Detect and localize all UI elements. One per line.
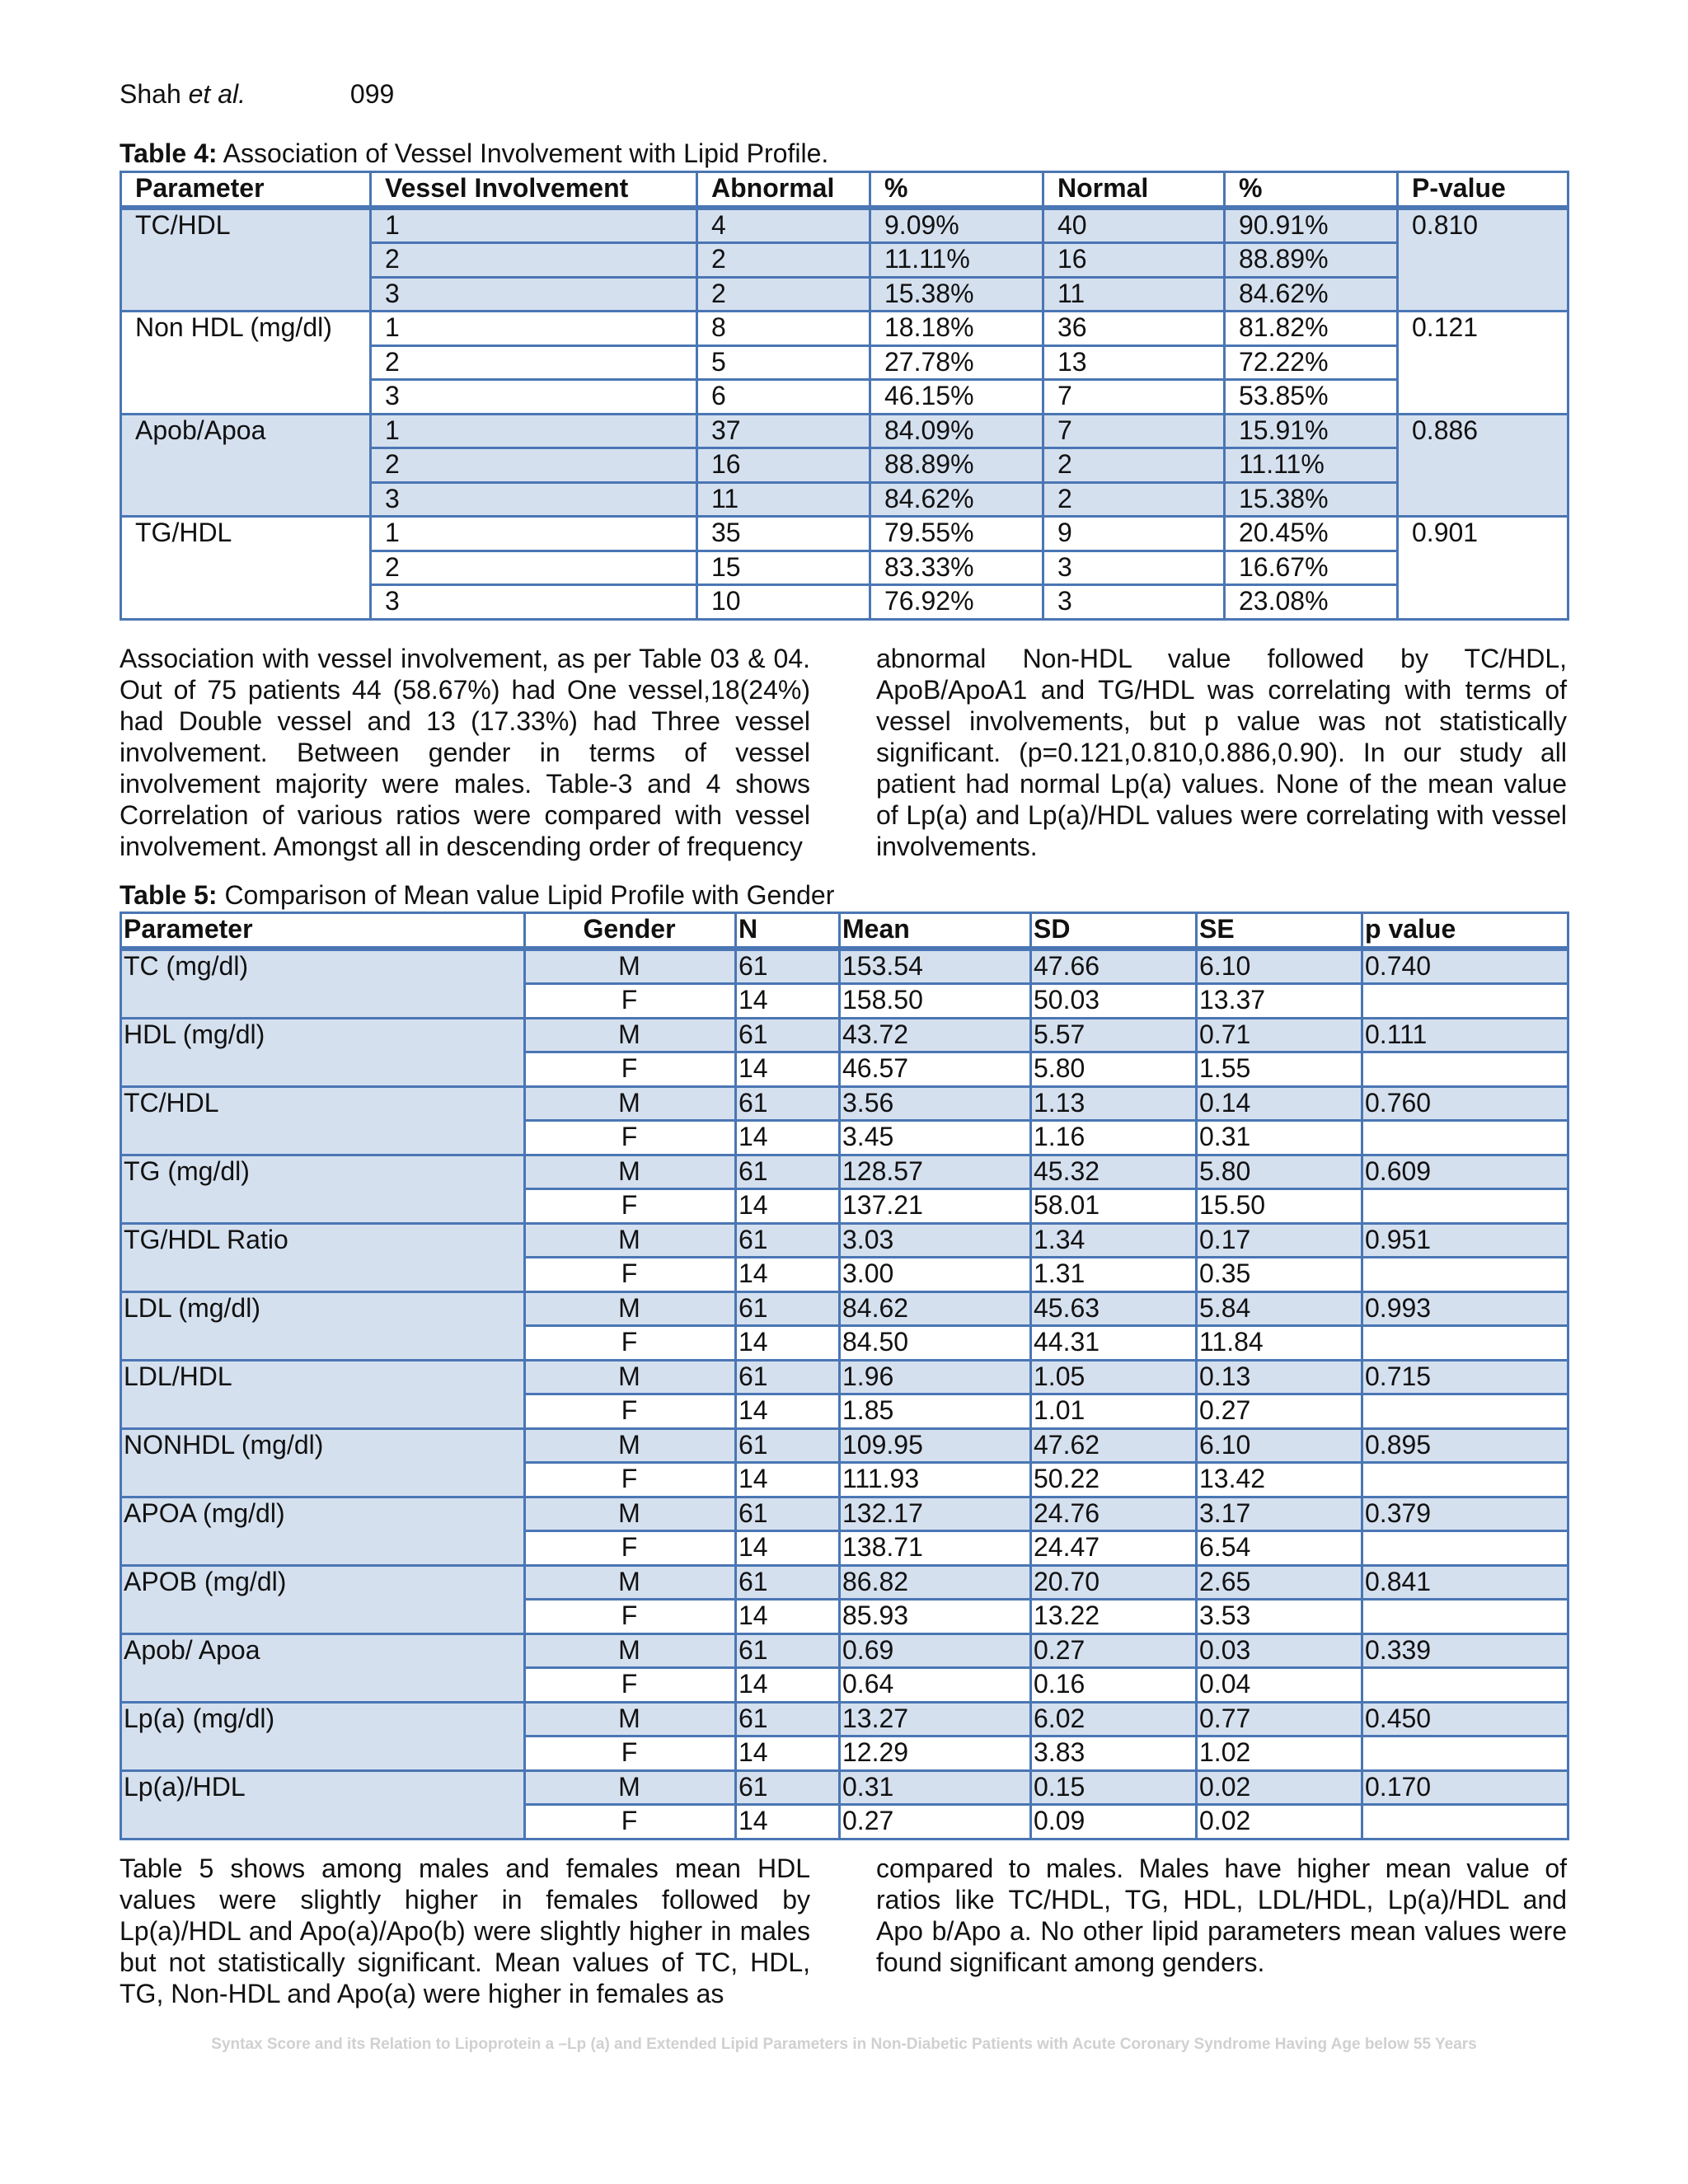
table5-cell: 61 xyxy=(736,1428,840,1463)
table5-row xyxy=(121,1018,1568,1052)
table5-cell: F xyxy=(525,1531,736,1566)
table5-cell: 0.71 xyxy=(1197,1018,1362,1052)
table4-cell: 15.38% xyxy=(870,277,1043,312)
table5-pvalue-cell: 0.841 xyxy=(1362,1565,1568,1600)
table4-cell: 88.89% xyxy=(1225,243,1398,278)
table5-cell: 0.17 xyxy=(1197,1223,1362,1258)
table4-pvalue-cell: 0.121 xyxy=(1398,312,1568,415)
table5-cell: 14 xyxy=(736,984,840,1019)
table5-cell: M xyxy=(525,1770,736,1805)
table4-cell: 4 xyxy=(697,208,870,243)
table5-pvalue-cell: 0.715 xyxy=(1362,1360,1568,1394)
table5-cell: 0.27 xyxy=(1197,1394,1362,1429)
table5-cell: M xyxy=(525,949,736,984)
table5-cell: 137.21 xyxy=(840,1189,1031,1224)
table5-cell: 14 xyxy=(736,1326,840,1361)
table4-pvalue-cell: 0.810 xyxy=(1398,208,1568,312)
table4-cell: 15.38% xyxy=(1225,482,1398,517)
table4-cell: 2 xyxy=(697,243,870,278)
table4-parameter-cell: TG/HDL xyxy=(121,517,371,620)
table4-cell: 2 xyxy=(371,345,697,380)
table4-cell: 81.82% xyxy=(1225,312,1398,346)
table4-cell: 84.62% xyxy=(1225,277,1398,312)
table4-cell: 15 xyxy=(697,551,870,585)
table5-cell: M xyxy=(525,1291,736,1326)
table5-pvalue-cell: 0.111 xyxy=(1362,1018,1568,1052)
table4-cell: 2 xyxy=(371,551,697,585)
table5-header-row xyxy=(121,913,1568,949)
table5-pvalue-cell xyxy=(1362,984,1568,1019)
table5-cell: 0.04 xyxy=(1197,1668,1362,1703)
table4-cell: 35 xyxy=(697,517,870,551)
table5-cell: 14 xyxy=(736,1531,840,1566)
table5-cell: 43.72 xyxy=(840,1018,1031,1052)
table5-cell: 61 xyxy=(736,1565,840,1600)
table5-cell: 61 xyxy=(736,1360,840,1394)
table4-cell: 3 xyxy=(1043,585,1225,620)
table5-cell: 14 xyxy=(736,1668,840,1703)
table5-cell: 109.95 xyxy=(840,1428,1031,1463)
table5-cell: 5.84 xyxy=(1197,1291,1362,1326)
table4-row xyxy=(121,312,1568,346)
table4-caption-text: Association of Vessel Involvement with Lipid Profile. xyxy=(223,138,829,168)
table5-cell: 0.31 xyxy=(1197,1121,1362,1155)
page-number: 099 xyxy=(349,79,395,109)
table5-cell: F xyxy=(525,1736,736,1771)
table5-parameter-cell: Lp(a)/HDL xyxy=(121,1770,525,1839)
table5-row xyxy=(121,1428,1568,1463)
table4-cell: 2 xyxy=(371,243,697,278)
table4-cell: 10 xyxy=(697,585,870,620)
table4-row xyxy=(121,208,1568,243)
table4-cell: 3 xyxy=(371,380,697,415)
table5-cell: M xyxy=(525,1018,736,1052)
table4-cell: 6 xyxy=(697,380,870,415)
table5-pvalue-cell xyxy=(1362,1394,1568,1429)
table5-cell: 61 xyxy=(736,1291,840,1326)
table5-parameter-cell: TG/HDL Ratio xyxy=(121,1223,525,1291)
table5-cell: 0.15 xyxy=(1031,1770,1197,1805)
table4-cell: 7 xyxy=(1043,380,1225,415)
table5-cell: 1.01 xyxy=(1031,1394,1197,1429)
table5-cell: M xyxy=(525,1565,736,1600)
table4-cell: 2 xyxy=(1043,482,1225,517)
table4-pvalue-cell: 0.901 xyxy=(1398,517,1568,620)
table4-cell: 3 xyxy=(371,482,697,517)
table5-cell: 3.53 xyxy=(1197,1600,1362,1634)
table5-cell: 13.37 xyxy=(1197,984,1362,1019)
table5-cell: 14 xyxy=(736,1121,840,1155)
table5-cell: 84.50 xyxy=(840,1326,1031,1361)
table5-cell: 85.93 xyxy=(840,1600,1031,1634)
table5-cell: 0.64 xyxy=(840,1668,1031,1703)
table5-cell: 1.85 xyxy=(840,1394,1031,1429)
table5-pvalue-cell xyxy=(1362,1668,1568,1703)
table5-pvalue-cell: 0.450 xyxy=(1362,1702,1568,1736)
table5-cell: F xyxy=(525,1394,736,1429)
table5-cell: 14 xyxy=(736,1189,840,1224)
table5-row xyxy=(121,1291,1568,1326)
table5-cell: 0.02 xyxy=(1197,1770,1362,1805)
table5-col-header: p value xyxy=(1362,913,1568,949)
table4-col-header: Normal xyxy=(1043,172,1225,208)
table5-row xyxy=(121,1223,1568,1258)
table5-cell: 0.03 xyxy=(1197,1633,1362,1668)
table5-cell: 6.10 xyxy=(1197,949,1362,984)
table5-cell: 3.45 xyxy=(840,1121,1031,1155)
table5-cell: 0.16 xyxy=(1031,1668,1197,1703)
table4-cell: 36 xyxy=(1043,312,1225,346)
table4-cell: 84.62% xyxy=(870,482,1043,517)
table4-cell: 76.92% xyxy=(870,585,1043,620)
table5-cell: 3.00 xyxy=(840,1258,1031,1292)
table5-cell: 1.05 xyxy=(1031,1360,1197,1394)
table5-col-header: Gender xyxy=(525,913,736,949)
paragraph-2-right: compared to males. Males have higher mean value of ratios like TC/HDL, TG, HDL, LDL/HDL, Lp(a)/HDL and Apo b/Apo a. No other lipid parameters mean values were found significant among genders. xyxy=(876,1854,1567,1977)
table5-cell: 13.22 xyxy=(1031,1600,1197,1634)
table5-cell: 5.80 xyxy=(1197,1155,1362,1189)
table5-pvalue-cell xyxy=(1362,1189,1568,1224)
table5-cell: 13.27 xyxy=(840,1702,1031,1736)
table5-parameter-cell: LDL/HDL xyxy=(121,1360,525,1428)
table4-cell: 88.89% xyxy=(870,448,1043,483)
table5-parameter-cell: Apob/ Apoa xyxy=(121,1633,525,1702)
table5-parameter-cell: APOB (mg/dl) xyxy=(121,1565,525,1633)
table4-parameter-cell: Non HDL (mg/dl) xyxy=(121,312,371,415)
table5-parameter-cell: Lp(a) (mg/dl) xyxy=(121,1702,525,1770)
table5-pvalue-cell xyxy=(1362,1463,1568,1497)
table5-cell: M xyxy=(525,1428,736,1463)
table4-row xyxy=(121,517,1568,551)
table5-cell: 132.17 xyxy=(840,1497,1031,1531)
table5-cell: 1.16 xyxy=(1031,1121,1197,1155)
table5-pvalue-cell: 0.740 xyxy=(1362,949,1568,984)
table5-cell: 2.65 xyxy=(1197,1565,1362,1600)
table4-parameter-cell: TC/HDL xyxy=(121,208,371,312)
table4-col-header: Parameter xyxy=(121,172,371,208)
table4-cell: 2 xyxy=(1043,448,1225,483)
table5-row xyxy=(121,1086,1568,1121)
table5-label: Table 5: xyxy=(120,880,218,910)
table5-pvalue-cell xyxy=(1362,1805,1568,1840)
table5-cell: M xyxy=(525,1497,736,1531)
table5-row xyxy=(121,1155,1568,1189)
table4-cell: 90.91% xyxy=(1225,208,1398,243)
table5-cell: F xyxy=(525,1463,736,1497)
table4-cell: 40 xyxy=(1043,208,1225,243)
table5-cell: 14 xyxy=(736,1805,840,1840)
table5-cell: 45.63 xyxy=(1031,1291,1197,1326)
author-etal: et al. xyxy=(188,79,246,109)
table5-cell: 61 xyxy=(736,949,840,984)
paragraph-1-left: Association with vessel involvement, as per Table 03 & 04. Out of 75 patients 44 (58.67%) had One vessel,18(24%) had Double vessel and 13 (17.33%) had Three vessel involvement. Between gender in terms of vessel involvement majority were males. Table-3 and 4 shows Correlation of various ratios were compared with vessel involvement. Amongst all in descending order of frequency xyxy=(120,644,810,861)
table5-cell: 128.57 xyxy=(840,1155,1031,1189)
table5-cell: 0.27 xyxy=(840,1805,1031,1840)
table5-caption xyxy=(120,880,834,911)
table4-cell: 20.45% xyxy=(1225,517,1398,551)
page-footer: Syntax Score and its Relation to Lipoprotein a –Lp (a) and Extended Lipid Parameters in Non-Diabetic Patients with Acute Coronary Syndrome Having Age below 55 Years xyxy=(211,2036,1477,2053)
table5-cell: 0.14 xyxy=(1197,1086,1362,1121)
table4-cell: 3 xyxy=(1043,551,1225,585)
table5-cell: F xyxy=(525,1189,736,1224)
table5-cell: 14 xyxy=(736,1463,840,1497)
table5-pvalue-cell xyxy=(1362,1531,1568,1566)
table4-col-header: % xyxy=(870,172,1043,208)
table4-cell: 1 xyxy=(371,312,697,346)
table5-parameter-cell: TC (mg/dl) xyxy=(121,949,525,1019)
table4-col-header: P-value xyxy=(1398,172,1568,208)
table5-col-header: Mean xyxy=(840,913,1031,949)
table4-label: Table 4: xyxy=(120,138,218,168)
table4-cell: 2 xyxy=(697,277,870,312)
table4-col-header: % xyxy=(1225,172,1398,208)
table5-cell: F xyxy=(525,1600,736,1634)
table5-pvalue-cell xyxy=(1362,1736,1568,1771)
running-header xyxy=(120,79,394,110)
table4-caption xyxy=(120,138,828,169)
table5-cell: 1.13 xyxy=(1031,1086,1197,1121)
table4-cell: 1 xyxy=(371,208,697,243)
table-5 xyxy=(120,912,1569,1840)
table5-cell: 3.83 xyxy=(1031,1736,1197,1771)
table4-cell: 3 xyxy=(371,585,697,620)
table5-cell: 111.93 xyxy=(840,1463,1031,1497)
table4-cell: 16 xyxy=(697,448,870,483)
table5-cell: 158.50 xyxy=(840,984,1031,1019)
table5-cell: 1.96 xyxy=(840,1360,1031,1394)
table5-cell: 6.10 xyxy=(1197,1428,1362,1463)
table5-pvalue-cell: 0.339 xyxy=(1362,1633,1568,1668)
table5-parameter-cell: NONHDL (mg/dl) xyxy=(121,1428,525,1497)
table5-cell: 6.02 xyxy=(1031,1702,1197,1736)
table4-cell: 79.55% xyxy=(870,517,1043,551)
table5-cell: 14 xyxy=(736,1258,840,1292)
table4-cell: 16 xyxy=(1043,243,1225,278)
table5-col-header: Parameter xyxy=(121,913,525,949)
table5-row xyxy=(121,1770,1568,1805)
table4-cell: 13 xyxy=(1043,345,1225,380)
table5-pvalue-cell xyxy=(1362,1052,1568,1087)
table5-cell: F xyxy=(525,1805,736,1840)
table5-cell: 138.71 xyxy=(840,1531,1031,1566)
author-name: Shah xyxy=(120,79,181,109)
table4-col-header: Vessel Involvement xyxy=(371,172,697,208)
table5-cell: 1.31 xyxy=(1031,1258,1197,1292)
table5-pvalue-cell: 0.609 xyxy=(1362,1155,1568,1189)
table5-cell: 3.56 xyxy=(840,1086,1031,1121)
table5-cell: 14 xyxy=(736,1600,840,1634)
table5-cell: 1.55 xyxy=(1197,1052,1362,1087)
table5-row xyxy=(121,1360,1568,1394)
table5-pvalue-cell: 0.170 xyxy=(1362,1770,1568,1805)
table5-pvalue-cell xyxy=(1362,1326,1568,1361)
table5-row xyxy=(121,1497,1568,1531)
table5-cell: 153.54 xyxy=(840,949,1031,984)
table5-cell: 61 xyxy=(736,1223,840,1258)
table5-parameter-cell: TG (mg/dl) xyxy=(121,1155,525,1223)
table5-cell: 50.22 xyxy=(1031,1463,1197,1497)
table5-row xyxy=(121,1702,1568,1736)
table5-cell: 45.32 xyxy=(1031,1155,1197,1189)
table5-cell: 46.57 xyxy=(840,1052,1031,1087)
table4-pvalue-cell: 0.886 xyxy=(1398,414,1568,517)
table5-cell: 61 xyxy=(736,1633,840,1668)
table4-cell: 3 xyxy=(371,277,697,312)
table5-cell: F xyxy=(525,1052,736,1087)
table4-cell: 53.85% xyxy=(1225,380,1398,415)
table5-cell: 6.54 xyxy=(1197,1531,1362,1566)
table4-cell: 9.09% xyxy=(870,208,1043,243)
table5-cell: M xyxy=(525,1155,736,1189)
table4-cell: 11 xyxy=(697,482,870,517)
table5-cell: 86.82 xyxy=(840,1565,1031,1600)
table5-cell: 13.42 xyxy=(1197,1463,1362,1497)
table5-cell: 0.69 xyxy=(840,1633,1031,1668)
table5-cell: 14 xyxy=(736,1394,840,1429)
table4-cell: 72.22% xyxy=(1225,345,1398,380)
table4-cell: 15.91% xyxy=(1225,414,1398,448)
table4-cell: 16.67% xyxy=(1225,551,1398,585)
table5-cell: 3.17 xyxy=(1197,1497,1362,1531)
table4-cell: 84.09% xyxy=(870,414,1043,448)
table4-cell: 5 xyxy=(697,345,870,380)
table5-parameter-cell: TC/HDL xyxy=(121,1086,525,1155)
table5-col-header: SD xyxy=(1031,913,1197,949)
table5-cell: 44.31 xyxy=(1031,1326,1197,1361)
table5-cell: 5.80 xyxy=(1031,1052,1197,1087)
table4-cell: 11.11% xyxy=(870,243,1043,278)
table5-caption-text: Comparison of Mean value Lipid Profile with Gender xyxy=(224,880,835,910)
table4-cell: 46.15% xyxy=(870,380,1043,415)
table5-cell: 1.34 xyxy=(1031,1223,1197,1258)
table5-pvalue-cell xyxy=(1362,1121,1568,1155)
table5-cell: 12.29 xyxy=(840,1736,1031,1771)
table5-pvalue-cell: 0.993 xyxy=(1362,1291,1568,1326)
table5-pvalue-cell: 0.760 xyxy=(1362,1086,1568,1121)
table5-cell: 24.47 xyxy=(1031,1531,1197,1566)
table5-cell: 0.31 xyxy=(840,1770,1031,1805)
table5-parameter-cell: HDL (mg/dl) xyxy=(121,1018,525,1086)
table5-pvalue-cell: 0.951 xyxy=(1362,1223,1568,1258)
table4-col-header: Abnormal xyxy=(697,172,870,208)
table5-parameter-cell: APOA (mg/dl) xyxy=(121,1497,525,1565)
table4-cell: 1 xyxy=(371,517,697,551)
table5-parameter-cell: LDL (mg/dl) xyxy=(121,1291,525,1360)
table5-cell: M xyxy=(525,1702,736,1736)
table4-cell: 27.78% xyxy=(870,345,1043,380)
table5-cell: M xyxy=(525,1086,736,1121)
table5-cell: 61 xyxy=(736,1497,840,1531)
table5-row xyxy=(121,1565,1568,1600)
table5-cell: 50.03 xyxy=(1031,984,1197,1019)
paragraph-1-right: abnormal Non-HDL value followed by TC/HDL, ApoB/ApoA1 and TG/HDL was correlating with terms of vessel involvements, but p value was not statistically significant. (p=0.121,0.810,0.886,0.90). In our study all patient had normal Lp(a) values. None of the mean value of Lp(a) and Lp(a)/HDL values were correlating with vessel involvements. xyxy=(876,644,1567,861)
table5-cell: 61 xyxy=(736,1770,840,1805)
table5-cell: F xyxy=(525,984,736,1019)
table5-cell: 47.66 xyxy=(1031,949,1197,984)
table4-header-row xyxy=(121,172,1568,208)
table5-cell: 11.84 xyxy=(1197,1326,1362,1361)
table4-cell: 1 xyxy=(371,414,697,448)
table5-cell: 5.57 xyxy=(1031,1018,1197,1052)
table5-cell: 84.62 xyxy=(840,1291,1031,1326)
table4-row xyxy=(121,414,1568,448)
table4-cell: 8 xyxy=(697,312,870,346)
table5-cell: M xyxy=(525,1360,736,1394)
table4-cell: 2 xyxy=(371,448,697,483)
table5-cell: 0.27 xyxy=(1031,1633,1197,1668)
table5-cell: M xyxy=(525,1223,736,1258)
table5-cell: F xyxy=(525,1121,736,1155)
table4-parameter-cell: Apob/Apoa xyxy=(121,414,371,517)
table4-cell: 9 xyxy=(1043,517,1225,551)
table5-col-header: N xyxy=(736,913,840,949)
table5-cell: 0.35 xyxy=(1197,1258,1362,1292)
table5-cell: F xyxy=(525,1668,736,1703)
table5-cell: 1.02 xyxy=(1197,1736,1362,1771)
table5-cell: F xyxy=(525,1326,736,1361)
table5-pvalue-cell: 0.379 xyxy=(1362,1497,1568,1531)
table5-cell: 20.70 xyxy=(1031,1565,1197,1600)
table5-cell: 47.62 xyxy=(1031,1428,1197,1463)
table5-cell: M xyxy=(525,1633,736,1668)
paragraph-2-left: Table 5 shows among males and females mean HDL values were slightly higher in females followed by Lp(a)/HDL and Apo(a)/Apo(b) were slightly higher in males but not statistically significant. Mean values of TC, HDL, TG, Non-HDL and Apo(a) were higher in females as xyxy=(120,1854,810,2008)
table5-cell: 61 xyxy=(736,1086,840,1121)
table4-cell: 23.08% xyxy=(1225,585,1398,620)
table5-cell: 14 xyxy=(736,1736,840,1771)
table5-pvalue-cell: 0.895 xyxy=(1362,1428,1568,1463)
table5-cell: 0.09 xyxy=(1031,1805,1197,1840)
table5-cell: 61 xyxy=(736,1018,840,1052)
table5-col-header: SE xyxy=(1197,913,1362,949)
table4-cell: 11 xyxy=(1043,277,1225,312)
table5-cell: 0.77 xyxy=(1197,1702,1362,1736)
table4-cell: 18.18% xyxy=(870,312,1043,346)
table5-cell: 61 xyxy=(736,1155,840,1189)
table5-row xyxy=(121,949,1568,984)
table5-row xyxy=(121,1633,1568,1668)
table5-cell: 24.76 xyxy=(1031,1497,1197,1531)
table4-cell: 37 xyxy=(697,414,870,448)
table5-cell: 3.03 xyxy=(840,1223,1031,1258)
table4-cell: 83.33% xyxy=(870,551,1043,585)
table5-cell: 61 xyxy=(736,1702,840,1736)
table5-cell: 15.50 xyxy=(1197,1189,1362,1224)
table-4 xyxy=(120,171,1569,621)
table4-cell: 7 xyxy=(1043,414,1225,448)
table5-pvalue-cell xyxy=(1362,1258,1568,1292)
table5-cell: 0.13 xyxy=(1197,1360,1362,1394)
table4-cell: 11.11% xyxy=(1225,448,1398,483)
table5-cell: 14 xyxy=(736,1052,840,1087)
table5-cell: F xyxy=(525,1258,736,1292)
table5-cell: 58.01 xyxy=(1031,1189,1197,1224)
table5-pvalue-cell xyxy=(1362,1600,1568,1634)
table5-cell: 0.02 xyxy=(1197,1805,1362,1840)
